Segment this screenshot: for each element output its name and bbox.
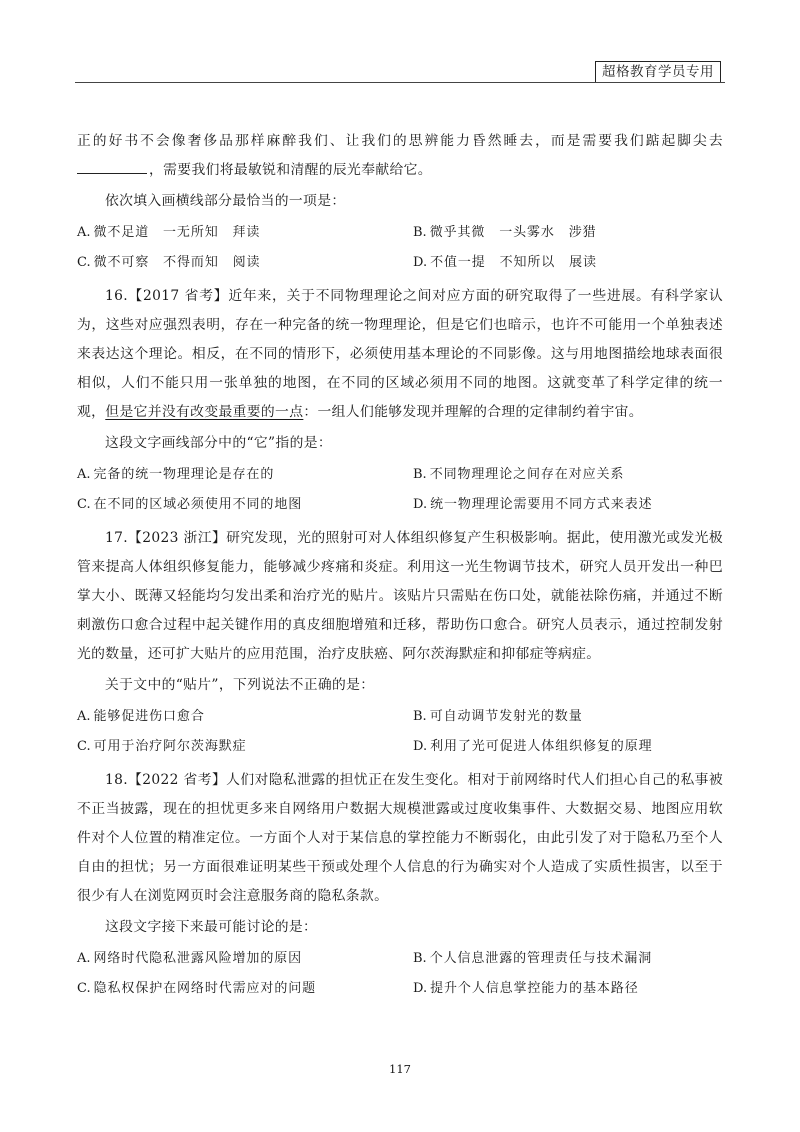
header-badge: 超格教育学员专用 [595, 61, 721, 83]
intro-options [77, 218, 723, 278]
header-rule [75, 82, 725, 83]
q16-paragraph [77, 282, 723, 427]
q17-options [77, 702, 723, 762]
q16-option-c[interactable]: C. 在不同的区域必须使用不同的地图 [77, 497, 303, 512]
q17-option-d[interactable]: D. 利用了光可促进人体组织修复的原理 [413, 739, 653, 754]
q18-options [77, 944, 723, 1004]
intro-option-b[interactable]: B. 微乎其微 一头雾水 涉猎 [413, 225, 597, 240]
intro-option-a[interactable]: A. 微不足道 一无所知 拜读 [77, 225, 261, 240]
q17-source-tag: 【2023 浙江】 [128, 530, 227, 546]
fill-in-blank [77, 160, 147, 174]
intro-paragraph [77, 127, 723, 185]
intro-option-c[interactable]: C. 微不可察 不得而知 阅读 [77, 255, 261, 270]
q17-option-a[interactable]: A. 能够促进伤口愈合 [77, 709, 205, 724]
q16-text-after: ：一组人们能够发现并理解的合理的定律制约着宇宙。 [303, 404, 643, 420]
q18-paragraph [77, 766, 723, 911]
q16-underlined-text: 但是它并没有改变最重要的一点 [105, 404, 304, 420]
intro-text-before-blank: 正的好书不会像奢侈品那样麻醉我们、让我们的思辨能力昏然睡去，而是需要我们踮起脚尖去 [77, 133, 723, 149]
q17-text: 研究发现，光的照射可对人体组织修复产生积极影响。据此，使用激光或发光极管来提高人体组织修复能力，能够减少疼痛和炎症。利用这一光生物调节技术，研究人员开发出一种巴掌大小、既薄又轻能均匀发出柔和治疗光的贴片。该贴片只需贴在伤口处，就能祛除伤痛，并通过不断刺激伤口愈合过程中起关键作用的真皮细胞增殖和迁移，帮助伤口愈合。研究人员表示，通过控制发射光的数量，还可扩大贴片的应用范围，治疗皮肤癌、阿尔茨海默症和抑郁症等病症。 [77, 530, 723, 662]
q18-option-a[interactable]: A. 网络时代隐私泄露风险增加的原因 [77, 951, 303, 966]
q16-option-d[interactable]: D. 统一物理理论需要用不同方式来表述 [413, 497, 653, 512]
q18-option-c[interactable]: C. 隐私权保护在网络时代需应对的问题 [77, 981, 317, 996]
q18-number: 18. [105, 772, 128, 788]
q17-option-b[interactable]: B. 可自动调节发射光的数量 [413, 709, 583, 724]
q18-option-d[interactable]: D. 提升个人信息掌控能力的基本路径 [413, 981, 639, 996]
q16-prompt: 这段文字画线部分中的“它”指的是： [105, 435, 333, 451]
intro-prompt: 依次填入画横线部分最恰当的一项是： [105, 193, 346, 209]
q18-text: 人们对隐私泄露的担忧正在发生变化。相对于前网络时代人们担心自己的私事被不正当披露，现在的担忧更多来自网络用户数据大规模泄露或过度收集事件、大数据交易、地图应用软件对个人位置的精准定位。一方面个人对于某信息的掌控能力不断弱化，由此引发了对于隐私乃至个人自由的担忧；另一方面很难证明某些干预或处理个人信息的行为确实对个人造成了实质性损害，以至于很少有人在浏览网页时会注意服务商的隐私条款。 [77, 772, 723, 904]
q16-options [77, 460, 723, 520]
q16-option-a[interactable]: A. 完备的统一物理理论是存在的 [77, 467, 275, 482]
q17-option-c[interactable]: C. 可用于治疗阿尔茨海默症 [77, 739, 247, 754]
page-number: 117 [389, 1062, 411, 1076]
q17-paragraph [77, 524, 723, 669]
q16-number: 16. [105, 288, 128, 304]
q18-source-tag: 【2022 省考】 [128, 772, 227, 788]
q16-source-tag: 【2017 省考】 [128, 288, 229, 304]
q18-option-b[interactable]: B. 个人信息泄露的管理责任与技术漏洞 [413, 951, 653, 966]
intro-text-after-blank: ，需要我们将最敏锐和清醒的辰光奉献给它。 [149, 162, 432, 178]
q16-option-b[interactable]: B. 不同物理理论之间存在对应关系 [413, 467, 625, 482]
q17-prompt: 关于文中的“贴片”，下列说法不正确的是： [105, 677, 375, 693]
q17-number: 17. [105, 530, 128, 546]
q16-text: 近年来，关于不同物理理论之间对应方面的研究取得了一些进展。有科学家认为，这些对应强烈表明，存在一种完备的统一物理理论，但是它们也暗示，也许不可能用一个单独表述来表达这个理论。相反，在不同的情形下，必须使用基本理论的不同影像。这与用地图描绘地球表面很相似，人们不能只用一张单独的地图，在不同的区域必须用不同的地图。这就变革了科学定律的统一观， [77, 288, 723, 420]
intro-option-d[interactable]: D. 不值一提 不知所以 展读 [413, 255, 597, 270]
q18-prompt: 这段文字接下来最可能讨论的是： [105, 919, 318, 935]
page-content [77, 127, 723, 1008]
